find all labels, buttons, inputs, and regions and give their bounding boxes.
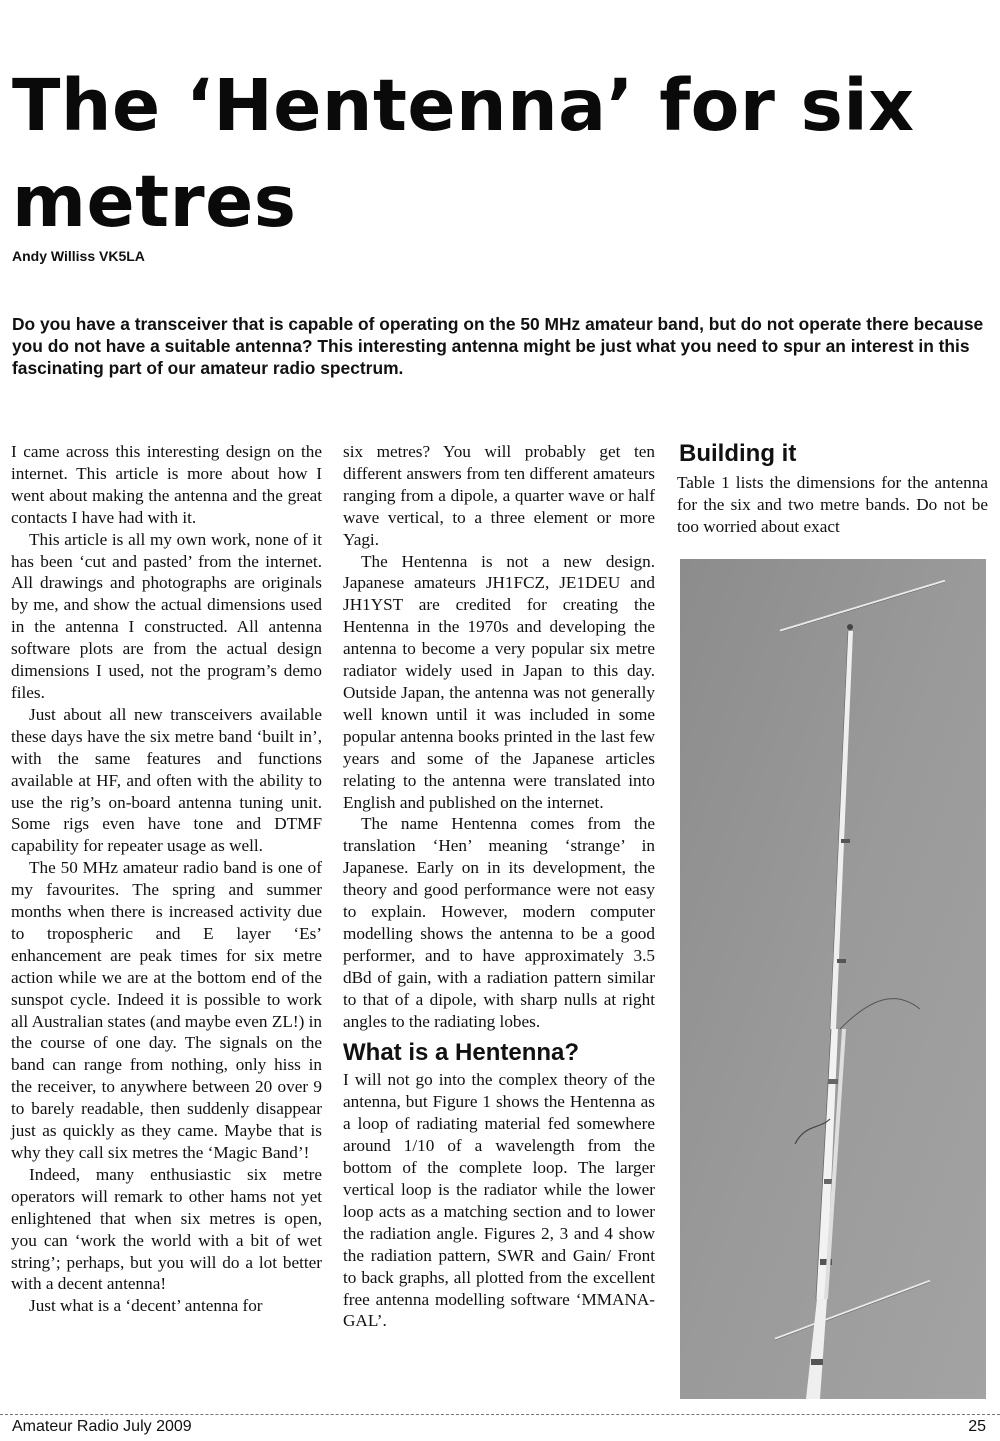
paragraph: The 50 MHz amateur radio band is one of my favourites. The spring and summer months when there is increased activity due to tropospheric and E layer ‘Es’ enhancement are peak times for six metre action while we are at the bottom end of the sunspot cycle. Indeed it is possible to work all Australian states (and maybe even ZL!) in the course of one day. The signals on the band can range from nothing, only hiss in the receiver, to anywhere between 20 over 9 to barely readable, then suddenly disappear just as quickly as they came. Maybe that is why they call six metres the ‘Magic Band’! <box>11 858 322 1162</box>
article-title: The ‘Hentenna’ for six metres <box>12 64 915 243</box>
footer-rule <box>0 1414 1000 1415</box>
author-byline: Andy Williss VK5LA <box>12 248 145 264</box>
paragraph: The Hentenna is not a new design. Japanese amateurs JH1FCZ, JE1DEU and JH1YST are credited for creating the Hentenna in the 1970s and developing the antenna to become a very popular six metre radiator widely used in Japan to this day. Outside Japan, the antenna was not generally well known until it was included in some popular antenna books printed in the last few years and some of the Japanese articles relating to the antenna were translated into English and published on the internet. <box>343 551 655 812</box>
paragraph: Indeed, many enthusiastic six metre operators will remark to other hams not yet enlightened that when six metres is open, you can ‘work the world with a bit of wet string’; perhaps, but you will do a lot better with a decent antenna! <box>11 1164 322 1294</box>
paragraph: Just about all new transceivers available these days have the six metre band ‘built in’, with the same features and functions available at HF, and often with the ability to use the rig’s on-board antenna tuning unit. Some rigs even have tone and DTMF capability for repeater usage as well. <box>11 704 322 856</box>
section-heading-what-is-hentenna: What is a Hentenna? <box>343 1039 580 1067</box>
standfirst: Do you have a transceiver that is capable of operating on the 50 MHz amateur band, but do not operate there because you do not have a suitable antenna? This interesting antenna might be just what you need to spur an interest in this fascinating part of our amateur radio spectrum. <box>12 314 984 378</box>
section-heading-building-it: Building it <box>679 440 797 467</box>
paragraph: I came across this interesting design on the internet. This article is more about how I went about making the antenna and the great contacts I have had with it. <box>11 442 322 527</box>
paragraph: six metres? You will probably get ten different answers from ten different amateurs ranging from a dipole, a quarter wave or half wave vertical, to a three element or more Yagi. <box>343 442 655 549</box>
footer-publication: Amateur Radio July 2009 <box>12 1418 192 1435</box>
column-3 <box>677 440 988 538</box>
column-1 <box>11 441 322 1317</box>
paragraph: Just what is a ‘decent’ antenna for <box>29 1296 263 1316</box>
paragraph: The name Hentenna comes from the translation ‘Hen’ meaning ‘strange’ in Japanese. Early on in its development, the theory and good performance were not easy to explain. However, modern computer modelling shows the antenna to be a good performer, and to have approximately 3.5 dBd of gain, with a radiation pattern similar to that of a dipole, with sharp nulls at right angles to the radiating lobes. <box>343 814 655 1031</box>
paragraph: I will not go into the complex theory of the antenna, but Figure 1 shows the Hentenna as a loop of radiating material fed somewhere around 1/10 of a wavelength from the bottom of the complete loop. The larger vertical loop is the radiator while the lower loop acts as a matching section and to lower the radiation angle. Figures 2, 3 and 4 show the radiation pattern, SWR and Gain/ Front to back graphs, all plotted from the excellent free antenna modelling software ‘MMANA-GAL’. <box>343 1070 655 1331</box>
page-number: 25 <box>968 1418 986 1435</box>
paragraph: This article is all my own work, none of it has been ‘cut and pasted’ from the internet. All drawings and photographs are originals by me, and show the actual dimensions used in the antenna I constructed. All antenna software plots are from the actual design dimensions I used, not the program’s demo files. <box>11 529 322 702</box>
antenna-photo <box>680 559 986 1399</box>
paragraph: Table 1 lists the dimensions for the antenna for the six and two metre bands. Do not be too worried about exact <box>677 473 988 536</box>
column-2 <box>343 441 655 1332</box>
